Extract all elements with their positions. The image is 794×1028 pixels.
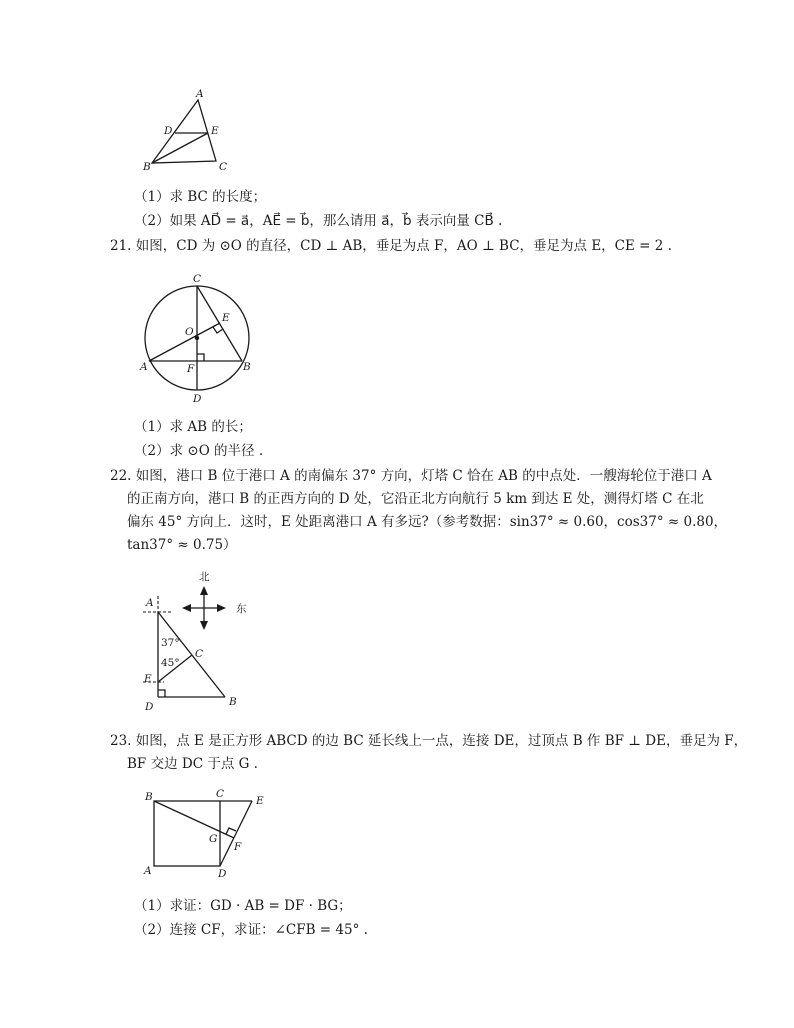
q23-label-c: C: [216, 788, 225, 800]
q23-label-e: E: [256, 795, 264, 807]
q20-part-1: （1）求 BC 的长度；: [134, 189, 267, 205]
q22-stem-line-1: 22. 如图，港口 B 位于港口 A 的南偏东 37° 方向，灯塔 C 恰在 AB 的中点处．一艘海轮位于港口 A: [110, 468, 712, 484]
q22-label-east: 东: [236, 603, 247, 615]
q21-part-2: （2）求 ⊙O 的半径 .: [134, 443, 264, 459]
q20-label-a: A: [196, 88, 204, 100]
q23-right-angle-f: [226, 828, 236, 834]
q21-label-b: B: [243, 361, 251, 373]
q23-label-a: A: [144, 865, 152, 877]
q20-label-d: D: [164, 125, 173, 137]
q21-label-f: F: [187, 363, 195, 375]
q23-stem-line-2: BF 交边 DC 于点 G .: [127, 756, 258, 772]
q21-label-d: D: [193, 393, 202, 405]
q22-stem-line-2: 的正南方向，港口 B 的正西方向的 D 处，它沿正北方向航行 5 km 到达 E 处，测得灯塔 C 在北: [127, 491, 704, 507]
q21-label-c: C: [193, 273, 202, 285]
q23-stem-line-1: 23. 如图，点 E 是正方形 ABCD 的边 BC 延长线上一点，连接 DE，过顶点 B 作 BF ⊥ DE，垂足为 F，: [110, 733, 748, 749]
q22-label-c: C: [195, 648, 204, 660]
q23-part-2: （2）连接 CF，求证：∠CFB = 45° .: [134, 922, 368, 938]
q22-label-d: D: [145, 701, 154, 713]
q23-label-f: F: [234, 841, 242, 853]
q22-label-e: E: [144, 673, 152, 685]
q23-label-b: B: [145, 791, 153, 803]
q22-stem-line-3: 偏东 45° 方向上．这时，E 处距离港口 A 有多远?（参考数据：sin37° ≈ 0.60，cos37° ≈ 0.80，: [127, 514, 728, 530]
q23-segment-bf: [154, 801, 234, 838]
q22-label-a: A: [146, 597, 154, 609]
q21-label-e: E: [222, 312, 230, 324]
q22-label-north: 北: [199, 571, 210, 583]
q23-label-g: G: [209, 833, 218, 845]
q20-label-b: B: [143, 161, 151, 173]
q21-label-o: O: [185, 326, 194, 338]
q22-label-b: B: [229, 696, 237, 708]
q20-label-c: C: [219, 161, 228, 173]
q21-stem: 21. 如图，CD 为 ⊙O 的直径，CD ⊥ AB，垂足为点 F，AO ⊥ BC，垂足为点 E，CE = 2 .: [110, 238, 672, 254]
q22-label-angle-45: 45°: [161, 657, 180, 669]
q20-label-e: E: [211, 125, 219, 137]
q22-label-angle-37: 37°: [161, 637, 180, 649]
q23-part-1: （1）求证：GD · AB = DF · BG；: [134, 898, 352, 914]
q23-label-d: D: [218, 868, 227, 880]
q21-label-a: A: [140, 361, 148, 373]
q20-part-2: （2）如果 AD⃗ = a⃗，AE⃗ = b⃗，那么请用 a⃗，b⃗ 表示向量 CB⃗ .: [134, 213, 503, 229]
q21-part-1: （1）求 AB 的长；: [134, 419, 252, 435]
q22-stem-line-4: tan37° ≈ 0.75）: [127, 537, 237, 553]
